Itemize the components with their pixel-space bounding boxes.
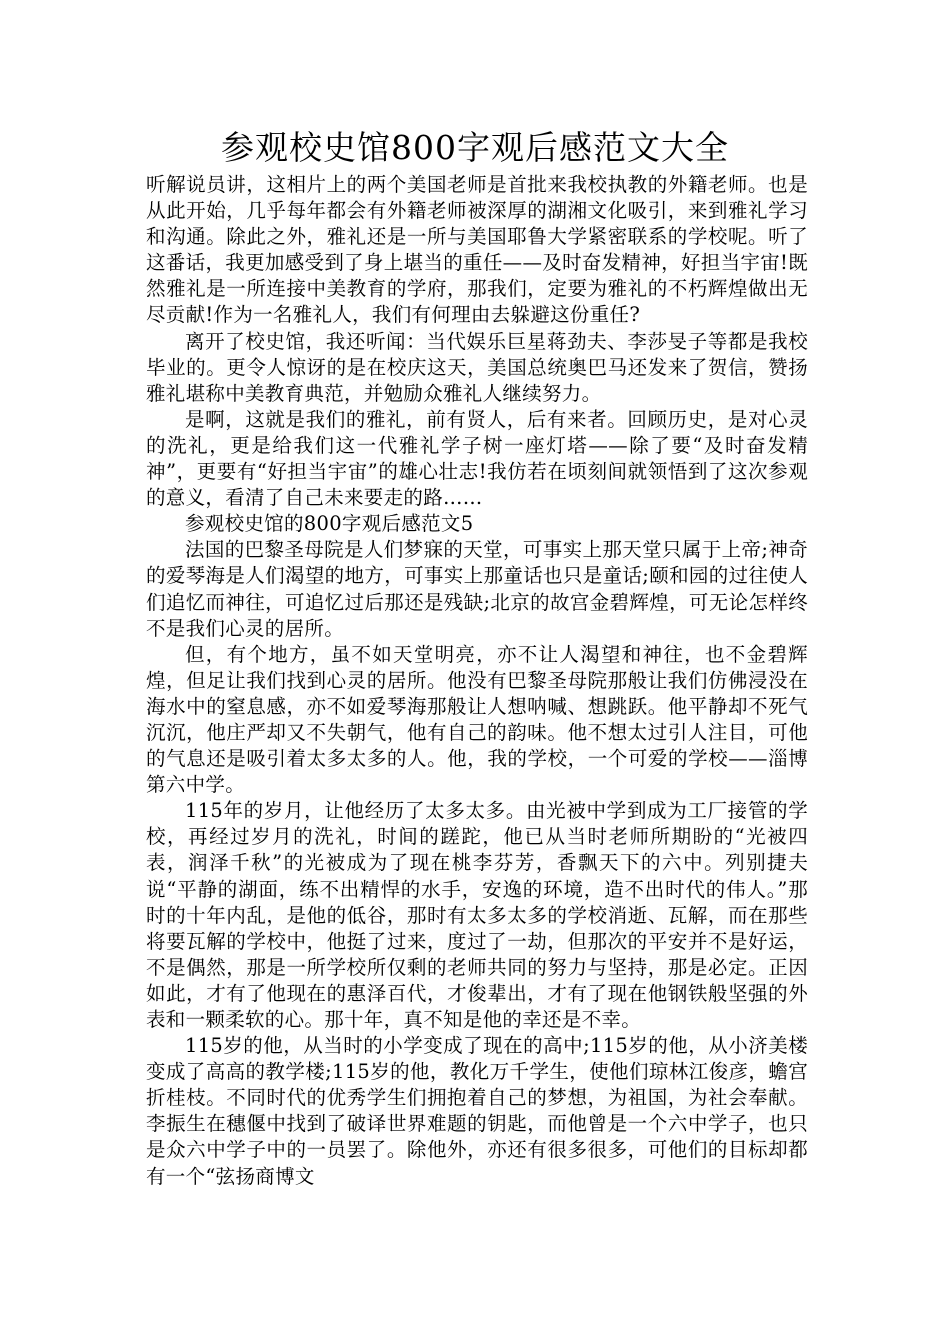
paragraph-6: 115年的岁月，让他经历了太多太多。由光被中学到成为工厂接管的学校，再经过岁月的洗礼，时间的蹉跎，他已从当时老师所期盼的“光被四表，润泽千秋”的光被成为了现在桃李芬芳，香飘天下的六中。列别捷夫说“平静的湖面，练不出精悍的水手，安逸的环境，造不出时代的伟人。”那时的十年内乱，是他的低谷，那时有太多太多的学校消逝、瓦解，而在那些将要瓦解的学校中，他挺了过来，度过了一劫，但那次的平安并不是好运，不是偶然，那是一所学校所仅剩的老师共同的努力与坚持，那是必定。正因如此，才有了他现在的惠泽百代，才俊辈出，才有了现在他钢铁般坚强的外表和一颗柔软的心。那十年，真不知是他的幸还是不幸。 <box>146 799 808 1031</box>
paragraph-7: 115岁的他，从当时的小学变成了现在的高中;115岁的他，从小济美楼变成了高高的教学楼;115岁的他，教化万千学生，使他们琼林江俊彦，蟾宫折桂枝。不同时代的优秀学生们拥抱着自己的梦想，为祖国，为社会奉献。李振生在穗偃中找到了破译世界难题的钥匙，而他曾是一个六中学子，也只是众六中学子中的一员罢了。除他外，亦还有很多很多，可他们的目标却都有一个“弦扬商博文 <box>146 1034 808 1188</box>
document-title: 参观校史馆800字观后感范文大全 <box>221 128 729 167</box>
paragraph-5: 但，有个地方，虽不如天堂明亮，亦不让人渴望和神往，也不金碧辉煌，但足让我们找到心灵的居所。他没有巴黎圣母院那般让我们仿佛浸没在海水中的窒息感，亦不如爱琴海那般让人想呐喊、想跳跃。他平静却不死气沉沉，他庄严却又不失朝气，他有自己的韵味。他不想太过引人注目，可他的气息还是吸引着太多太多的人。他，我的学校，一个可爱的学校——淄博第六中学。 <box>146 642 808 797</box>
document-body <box>146 172 808 1190</box>
paragraph-2: 离开了校史馆，我还听闻：当代娱乐巨星蒋劲夫、李莎旻子等都是我校毕业的。更令人惊讶的是在校庆这天，美国总统奥巴马还发来了贺信，赞扬雅礼堪称中美教育典范，并勉励众雅礼人继续努力。 <box>146 329 808 405</box>
section-heading: 参观校史馆的800字观后感范文5 <box>185 512 474 536</box>
paragraph-4: 法国的巴黎圣母院是人们梦寐的天堂，可事实上那天堂只属于上帝;神奇的爱琴海是人们渴望的地方，可事实上那童话也只是童话;颐和园的过往使人们追忆而神往，可追忆过后那还是残缺;北京的故宫金碧辉煌，可无论怎样终不是我们心灵的居所。 <box>146 538 808 640</box>
paragraph-3: 是啊，这就是我们的雅礼，前有贤人，后有来者。回顾历史，是对心灵的洗礼，更是给我们这一代雅礼学子树一座灯塔——除了要“及时奋发精神”，更要有“好担当宇宙”的雄心壮志!我仿若在顷刻间就领悟到了这次参观的意义，看清了自己未来要走的路…… <box>146 407 808 510</box>
paragraph-1: 听解说员讲，这相片上的两个美国老师是首批来我校执教的外籍老师。也是从此开始，几乎每年都会有外籍老师被深厚的湖湘文化吸引，来到雅礼学习和沟通。除此之外，雅礼还是一所与美国耶鲁大学紧密联系的学校呢。听了这番话，我更加感受到了身上堪当的重任——及时奋发精神，好担当宇宙!既然雅礼是一所连接中美教育的学府，那我们，定要为雅礼的不朽辉煌做出无尽贡献!作为一名雅礼人，我们有何理由去躲避这份重任? <box>146 173 808 327</box>
